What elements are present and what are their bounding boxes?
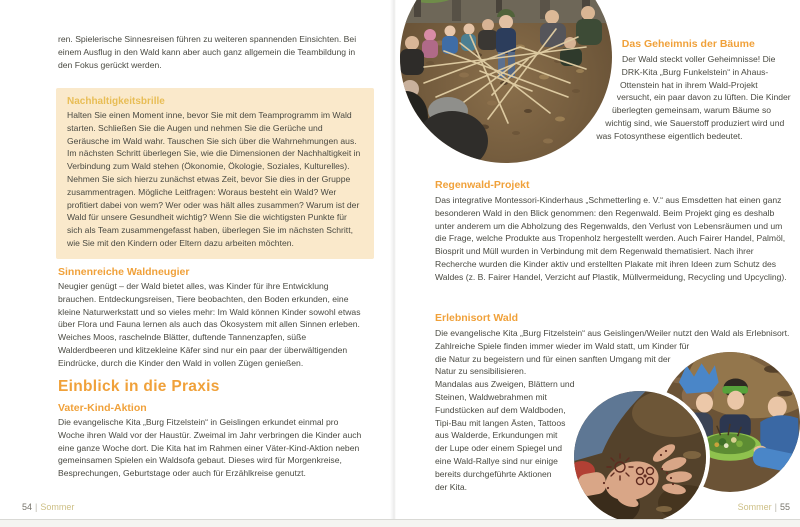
geheimnis-title: Das Geheimnis der Bäume [621, 38, 755, 50]
intro-paragraph: ren. Spielerische Sinnesreisen führen zu weiteren spannenden Einsichten. Bei einem Ausflug in den Wald kann aber auch ganz allgemein die Teambildung in den Fokus gerückt werden. [58, 34, 357, 70]
right-page-number: 55 [779, 502, 790, 512]
erlebnisort-title: Erlebnisort Wald [435, 312, 519, 324]
vater-kind-paragraph: Die evangelische Kita „Burg Fitzelstein“ in Geislingen erkundet einmal pro Woche ihren Wald vor der Haustür. Zweimal im Jahr verbringen die Kinder auch eine ganze Woche dort. Die Kita hat im Rahmen einer Väter-Kind-Aktion neben gemeinsamen Spielen ein Waldsofa gebaut. Dieses wird für Morgenkreise, Besprechungen, Geburtstage oder auch für Erzählkreise genutzt. [58, 417, 362, 479]
regenwald-paragraph: Das integrative Montessori-Kinderhaus „Schmetterling e. V.“ aus Emsdetten hat einen ganz besonderen Wald in den Blick genommen: den Regenwald. Beim Projekt ging es deshalb unter anderem um die Abholzung des Regenwalds, den Verlust von Lebensräumen und um die Frage, welche Produkte aus Tropenholz hergestellt werden. Auch Fairer Handel, Palmöl, Biosprit und Müll wurden in Verbindung mit dem Regenwald thematisiert. Nach ihrer Recherche wurden die Kinder aktiv und erstellten Plakate mit ihren Ideen zum Schutz des Waldes (z. B. Fairer Handel, Verzicht auf Plastik, Müllvermeidung, Recycling und Upcycling). [435, 195, 787, 282]
sustainability-box [56, 88, 374, 259]
geheimnis-paragraph: Der Wald steckt voller Geheimnisse! Die DRK-Kita „Burg Funkelstein“ in Ahaus-Ottenstein hat in ihrem Wald-Projekt versucht, ein paar davon zu lüften. Die Kinder überlegten gemeinsam, warum Bäume so wichtig sind, wie Sauerstoff produziert wird und was Fotosynthese eigentlich bedeutet. [596, 54, 791, 141]
right-page-footer [738, 502, 790, 512]
geheimnis-section [435, 38, 792, 178]
left-page-footer [22, 502, 74, 512]
right-section-label: Sommer [737, 502, 772, 512]
regenwald-title: Regenwald-Projekt [435, 179, 530, 191]
erlebnisort-paragraph-1: Die evangelische Kita „Burg Fitzelstein“ aus Geislingen/Weiler nutzt den Wald als Erlebnisort. Zahlreiche Spiele finden immer wieder im Wald statt, um Kinder für die Natur zu begeistern und für einen sanften Umgang mit der Natur zu sensibilisieren. [435, 328, 790, 377]
left-section-label: Sommer [40, 502, 75, 512]
erlebnisort-paragraph-2: Mandalas aus Zweigen, Blättern und Steinen, Waldwebrahmen mit Fundstücken auf dem Waldboden, Tipi-Bau mit langen Ästen, Tattoos aus Walderde, Erkundungen mit der Lupe oder einem Spiegel und eine Wald-Rallye sind nur einige bereits durchgeführte Aktionen der Kita. [435, 379, 575, 492]
sustainability-box-title: Nachhaltigkeitsbrille [67, 96, 165, 107]
photo-wrap-spacer [435, 38, 625, 178]
waldneugier-paragraph: Neugier genügt – der Wald bietet alles, was Kinder für ihre Entwicklung brauchen. Entdeckungsreisen, Tiere beobachten, den Boden erkunden, eine kleine Naturwerkstatt und so vieles mehr: Im Wald können Kinder sowohl etwas über Flora und Fauna lernen als auch das Ökosystem mit allen Sinnen erleben. Weiches Moos, raschelnde Blätter, duftende Tannenzapfen, süße Walderdbeeren und klitzekleine Käfer sind nur ein paar der überwältigenden Eindrücke, durch die Kinder den Wald in vollen Zügen genießen. [58, 281, 361, 368]
hand-tattoo-photo [570, 387, 710, 520]
page-gutter [390, 0, 398, 519]
sustainability-box-paragraph-1: Halten Sie einen Moment inne, bevor Sie mit dem Teamprogramm im Wald starten. Schließen Sie die Augen und nehmen Sie die Gerüche und Geräusche im Wald wahr. Tauschen Sie sich über die Wahrnehmungen aus. [67, 110, 357, 146]
footer-separator: | [35, 502, 38, 512]
waldneugier-title: Sinnenreiche Waldneugier [58, 266, 190, 278]
vater-kind-title: Vater-Kind-Aktion [58, 402, 147, 414]
sustainability-box-paragraph-2: Im nächsten Schritt überlegen Sie, wie die Dimensionen der Nachhaltigkeit in Verbindung zum Wald stehen (Ökonomie, Ökologie, Soziales, Kulturelles). Nehmen Sie sich hierzu zunächst etwas Zeit, bevor Sie dies in der Gruppe zusammentragen. Mögliche Leitfragen: Woraus besteht ein Wald? Wer profitiert dabei von wem? Wer oder was hält alles zusammen? Warum ist der Wald für unsere Gesundheit wichtig? Wenn Sie die wichtigsten Punkte für sich als Team zusammengefasst haben, überlegen Sie im nächsten Schritt, wie Sie mit den Kindern oder Eltern dazu arbeiten möchten. [67, 148, 361, 248]
footer-separator: | [774, 502, 777, 512]
praxis-heading: Einblick in die Praxis [58, 378, 220, 395]
left-page-number: 54 [22, 502, 33, 512]
regenwald-section [435, 179, 792, 284]
